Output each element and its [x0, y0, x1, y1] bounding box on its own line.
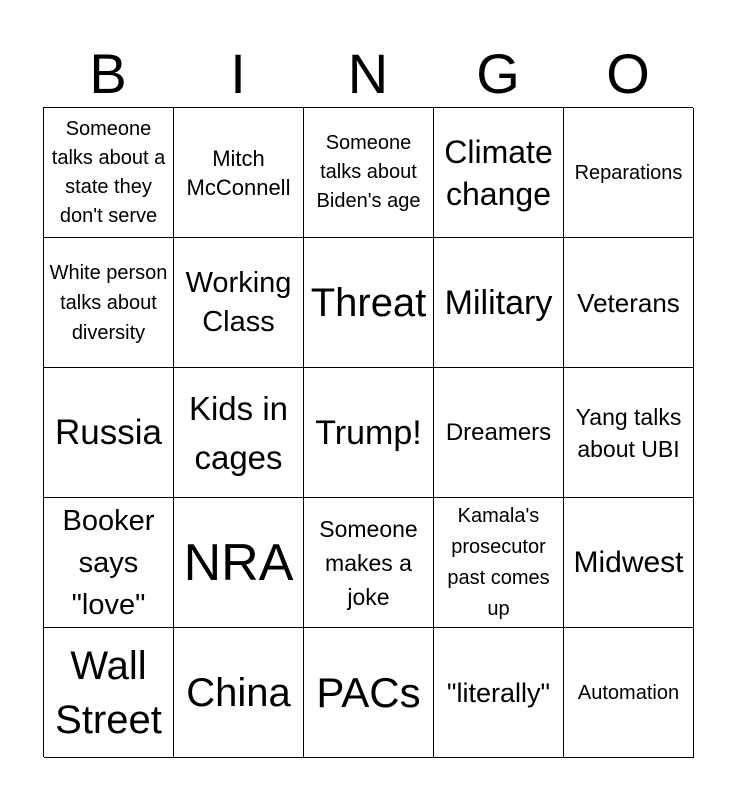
bingo-cell-r1c3[interactable]	[304, 108, 434, 238]
cell-text: "literally"	[446, 677, 551, 708]
cell-text: Booker says "love"	[62, 504, 155, 621]
cell-text: Veterans	[577, 287, 680, 318]
bingo-cell-r4c5[interactable]	[564, 498, 694, 628]
cell-text: Trump!	[315, 413, 422, 452]
bingo-cell-r2c3[interactable]	[304, 238, 434, 368]
cell-text: Midwest	[573, 545, 684, 579]
bingo-cell-r5c1[interactable]	[44, 628, 174, 758]
header-letter-i: I	[230, 42, 246, 105]
header-letter-n: N	[347, 42, 389, 105]
cell-text: Working Class	[185, 266, 292, 338]
bingo-cell-r1c4[interactable]	[434, 108, 564, 238]
bingo-cell-r3c5[interactable]	[564, 368, 694, 498]
cell-text: PACs	[316, 668, 421, 716]
bingo-cell-r5c4[interactable]	[434, 628, 564, 758]
cell-text: Russia	[55, 412, 162, 452]
bingo-cell-r5c3[interactable]	[304, 628, 434, 758]
bingo-cell-r2c5[interactable]	[564, 238, 694, 368]
bingo-cell-r1c2[interactable]	[174, 108, 304, 238]
bingo-grid	[43, 107, 693, 757]
bingo-cell-r2c4[interactable]	[434, 238, 564, 368]
bingo-cell-r3c3[interactable]	[304, 368, 434, 498]
cell-text: Someone talks about a state they don't serve	[51, 117, 166, 227]
cell-text: Kamala's prosecutor past comes up	[447, 504, 550, 620]
cell-text: Climate change	[444, 133, 553, 212]
cell-text: Wall Street	[55, 643, 162, 742]
cell-text: Mitch McConnell	[186, 145, 291, 200]
bingo-cell-r3c4[interactable]	[434, 368, 564, 498]
bingo-cell-r2c2[interactable]	[174, 238, 304, 368]
cell-text: Reparations	[574, 161, 683, 184]
bingo-cell-r4c1[interactable]	[44, 498, 174, 628]
bingo-cell-r4c4[interactable]	[434, 498, 564, 628]
bingo-cell-r3c2[interactable]	[174, 368, 304, 498]
header-letter-b: B	[89, 42, 127, 105]
cell-text: Dreamers	[445, 418, 552, 446]
cell-text: Someone makes a joke	[319, 515, 418, 610]
cell-text: Kids in cages	[188, 389, 289, 476]
cell-text: NRA	[183, 533, 294, 592]
bingo-cell-r1c1[interactable]	[44, 108, 174, 238]
bingo-cell-r2c1[interactable]	[44, 238, 174, 368]
cell-text: Yang talks about UBI	[575, 403, 682, 462]
bingo-cell-r1c5[interactable]	[564, 108, 694, 238]
bingo-header	[43, 44, 693, 104]
bingo-cell-r4c2[interactable]	[174, 498, 304, 628]
cell-text: Military	[444, 283, 553, 322]
bingo-cell-r4c3[interactable]	[304, 498, 434, 628]
cell-text: White person talks about diversity	[49, 261, 168, 344]
bingo-cell-r5c5[interactable]	[564, 628, 694, 758]
cell-text: Threat	[310, 280, 427, 325]
cell-text: Automation	[577, 681, 680, 704]
bingo-cell-r3c1[interactable]	[44, 368, 174, 498]
cell-text: China	[186, 670, 291, 715]
cell-text: Someone talks about Biden's age	[316, 132, 421, 212]
bingo-cell-r5c2[interactable]	[174, 628, 304, 758]
header-letter-o: O	[606, 42, 650, 105]
header-letter-g: G	[476, 42, 520, 105]
